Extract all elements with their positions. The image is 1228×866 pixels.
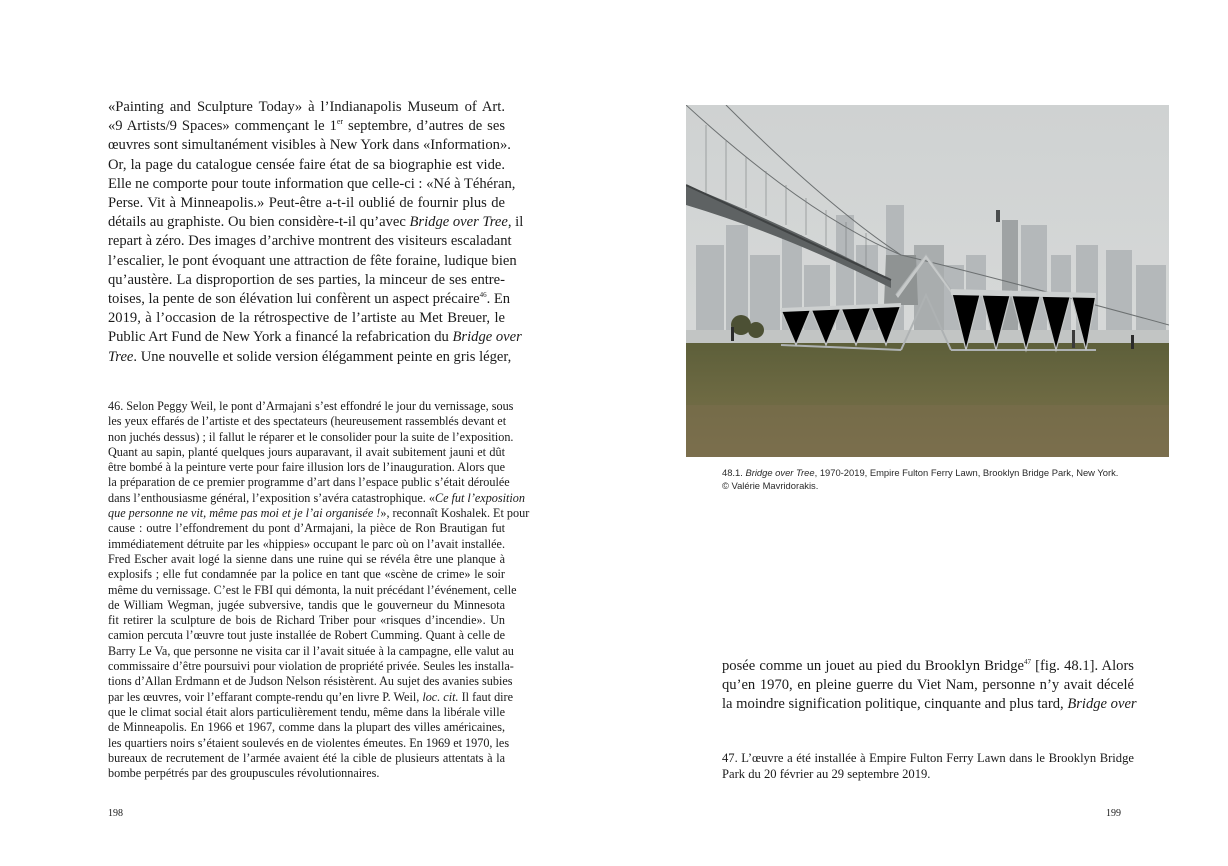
- bridge-over-tree-photo: [686, 105, 1169, 457]
- text-line: toises, la pente de son élévation lui confèrent un aspect précaire$^{46}$. En: [108, 291, 511, 308]
- note-line: par les œuvres, voir l’effarant compte-rendu qu’en livre P. Weil, loc. cit. Il faut dire: [108, 689, 514, 704]
- text-line: «Painting and Sculpture Today» à l’Indianapolis Museum of Art.: [108, 99, 505, 115]
- text-line: Perse. Vit à Minneapolis.» Peut-être a-t-il oublié de fournir plus de: [108, 195, 505, 212]
- text-line: posée comme un jouet au pied du Brooklyn Bridge$^{47}$ [fig. 48.1]. Alors: [722, 658, 1134, 674]
- note-line: immédiatement détruite par les «hippies» occupant le parc où on l’avait installée.: [108, 536, 505, 551]
- main-text-block: [108, 98, 524, 367]
- note-line: dans l’enthousiasme général, l’exposition s’avéra catastrophique. «Ce fut l’exposition: [108, 490, 525, 505]
- text-line: qu’en 1970, en pleine guerre du Viet Nam, personne n’y avait décelé: [722, 677, 1134, 694]
- text-line: repart à zéro. Des images d’archive montrent des visiteurs escaladant: [108, 233, 512, 250]
- note-line: la préparation de ce premier programme d’art dans l’espace public s’était déroulée: [108, 475, 510, 490]
- note-line: Fred Escher avait logé la sienne dans une ruine qui se révéla être une planque à: [108, 551, 505, 566]
- note-line: les quartiers noirs s’étaient soulevés en de violentes émeutes. En 1969 et 1970, les: [108, 735, 510, 750]
- note-line: 46. Selon Peggy Weil, le pont d’Armajani s’est effondré le jour du vernissage, sous: [108, 399, 514, 413]
- note-line: cause : outre l’effondrement du pont d’Armajani, la pièce de Ron Brautigan fut: [108, 521, 505, 536]
- caption-line: © Valérie Mavridorakis.: [722, 480, 819, 492]
- right-page: [614, 0, 1228, 866]
- text-line: Elle ne comporte pour toute information que celle-ci : «Né à Téhéran,: [108, 175, 516, 192]
- footnote-47: [722, 750, 1134, 782]
- text-line: 2019, à l’occasion de la rétrospective de l’artiste au Met Breuer, le: [108, 310, 505, 327]
- note-line: Barry Le Va, que personne ne visita car il l’avait située à la campagne, elle valut au: [108, 643, 514, 658]
- note-line: commissaire d’être poursuivi pour violation de propriété privée. Seules les installa-: [108, 659, 514, 674]
- text-line: la moindre signification politique, cinquante and plus tard, Bridge over: [722, 696, 1137, 713]
- note-line: fit retirer la sculpture de bois de Richard Triber pour «risques d’incendie». Un: [108, 613, 505, 628]
- note-line: de William Wegman, jugée subversive, tandis que le gouverneur du Minnesota: [108, 597, 505, 612]
- note-line: 47. L’œuvre a été installée à Empire Fulton Ferry Lawn dans le Brooklyn Bridge: [722, 751, 1134, 765]
- main-text-block-right: [722, 657, 1137, 715]
- text-line: l’escalier, le pont évoquant une attraction de fête foraine, ludique bien: [108, 252, 517, 269]
- text-line: Tree. Une nouvelle et solide version élégamment peinte en gris léger,: [108, 348, 512, 365]
- text-line: «9 Artists/9 Spaces» commençant le 1er septembre, d’autres de ses: [108, 117, 506, 135]
- text-line: qu’austère. La disproportion de ses parties, la minceur de ses entre-: [108, 271, 505, 288]
- note-line: les yeux effarés de l’artiste et des spectateurs (heureusement rassemblés devant et: [108, 414, 507, 429]
- note-line: non juchés dessus) ; il fallut le réparer et le consolider pour la suite de l’exposition.: [108, 429, 514, 444]
- note-line: même du vernissage. C’est le FBI qui démonta, la nuit précédant l’événement, celle: [108, 582, 517, 597]
- note-line: explosifs ; elle fut condamnée par la police en tant que «scène de crime» le soir: [108, 567, 505, 582]
- text-line: Public Art Fund de New York a financé la refabrication du Bridge over: [108, 329, 522, 346]
- note-line: que le climat social était alors particulièrement tendu, même dans la libérale ville: [108, 704, 505, 719]
- footnote-46: [108, 399, 530, 781]
- caption-line: 48.1. Bridge over Tree, 1970-2019, Empire Fulton Ferry Lawn, Brooklyn Bridge Park, New York.: [722, 467, 1119, 478]
- figure-caption: [722, 466, 1152, 493]
- note-line: bureaux de recrutement de l’armée avaient été la cible de plusieurs attentats à la: [108, 750, 505, 765]
- note-line: être bombé à la peinture verte pour faire illusion lors de l’inauguration. Alors que: [108, 460, 505, 475]
- note-line: Park du 20 février au 29 septembre 2019.: [722, 767, 931, 781]
- note-line: que personne ne vit, même pas moi et je l’ai organisée !», reconnaît Koshalek. Et pour: [108, 506, 530, 521]
- text-line: détails au graphiste. Ou bien considère-t-il qu’avec Bridge over Tree, il: [108, 214, 524, 231]
- note-line: tions d’Allan Erdmann et de Judson Nelson résistèrent. Au sujet des avanies subies: [108, 674, 513, 689]
- note-line: Quant au sapin, planté quelques jours auparavant, il avait subitement jauni et dût: [108, 444, 505, 459]
- note-line: bombe perpétrés par des groupuscules révolutionnaires.: [108, 766, 380, 781]
- text-line: Or, la page du catalogue censée faire état de sa biographie est vide.: [108, 156, 505, 173]
- page-number-right: 199: [1106, 808, 1121, 819]
- note-line: de Minneapolis. En 1966 et 1967, comme dans la plupart des villes américaines,: [108, 720, 505, 735]
- page-number-left: 198: [108, 808, 123, 819]
- note-line: camion percuta l’œuvre tout juste installée de Robert Cumming. Quant à celle de: [108, 628, 505, 643]
- text-line: œuvres sont simultanément visibles à New York dans «Information».: [108, 137, 511, 154]
